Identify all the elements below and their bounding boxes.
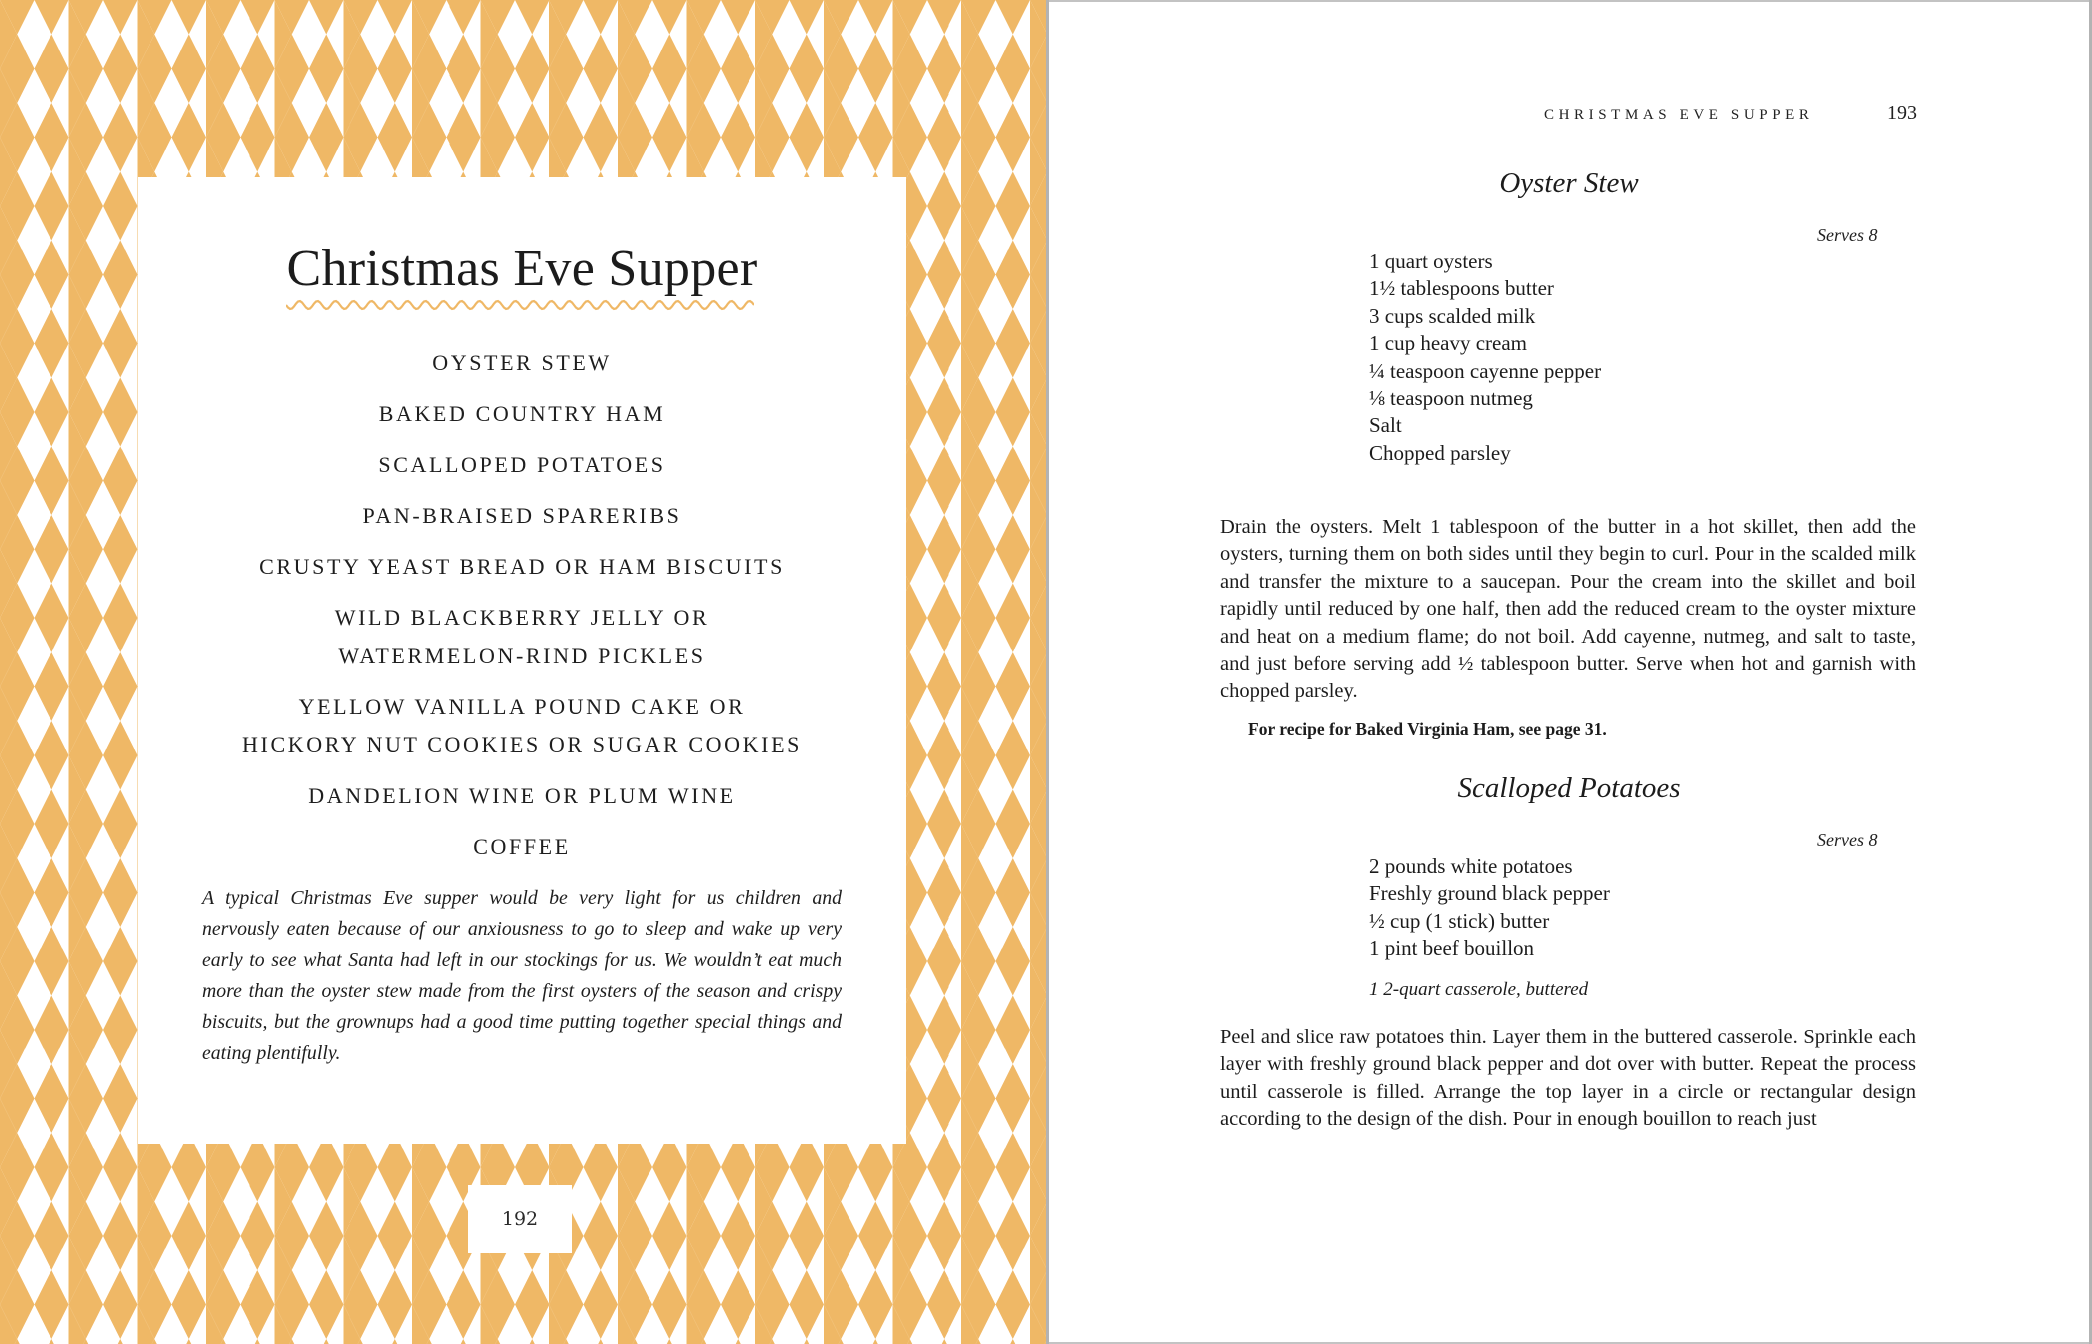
ingredient-item: 3 cups scalded milk: [1369, 303, 1536, 328]
menu-item: OYSTER STEW: [432, 350, 612, 375]
ingredient-item: Freshly ground black pepper: [1369, 881, 1610, 906]
ingredient-item: 1 pint beef bouillon: [1369, 936, 1535, 961]
ingredient-list-oyster-stew: [1369, 248, 1601, 467]
menu-item: SCALLOPED POTATOES: [378, 452, 666, 477]
menu-item: WILD BLACKBERRY JELLY OR: [334, 605, 710, 630]
serves-label: Serves 8: [1817, 830, 1878, 850]
menu-item: HICKORY NUT COOKIES OR SUGAR COOKIES: [242, 732, 802, 757]
ingredient-item: ⅛ teaspoon nutmeg: [1369, 386, 1533, 411]
ingredient-item: 1 quart oysters: [1369, 249, 1493, 273]
ingredient-item: ¼ teaspoon cayenne pepper: [1369, 358, 1602, 383]
ingredient-item: Chopped parsley: [1369, 440, 1511, 465]
ingredient-list-scalloped-potatoes: [1369, 853, 1610, 963]
cross-reference-note: For recipe for Baked Virginia Ham, see page 31.: [1248, 719, 1607, 739]
equipment-note: 1 2-quart casserole, buttered: [1369, 979, 1589, 1000]
menu-item: DANDELION WINE OR PLUM WINE: [308, 783, 736, 808]
menu-item: WATERMELON-RIND PICKLES: [338, 643, 706, 668]
menu-item: BAKED COUNTRY HAM: [378, 401, 666, 426]
menu-item: CRUSTY YEAST BREAD OR HAM BISCUITS: [259, 554, 785, 579]
serves-label: Serves 8: [1817, 225, 1878, 245]
method-scalloped-potatoes: Peel and slice raw potatoes thin. Layer them in the buttered casserole. Sprinkle each layer with freshly ground black pepper and dot over with butter. Repeat the process until casserole is filled. Arrange the top layer in a circle or rectangular design according to the design of the dish. Pour in enough bouillon to reach just: [1220, 1026, 1916, 1131]
menu-item: YELLOW VANILLA POUND CAKE OR: [298, 694, 746, 719]
ingredient-item: 1 cup heavy cream: [1369, 331, 1528, 356]
menu-item: COFFEE: [473, 834, 571, 859]
method-oyster-stew: Drain the oysters. Melt 1 tablespoon of the butter in a hot skillet, then add the oysters, turning them on both sides until they begin to curl. Pour in the scalded milk and transfer the mixture to a saucepan. Pour the cream into the skillet and boil rapidly until reduced by one half, then add the reduced cream to the oyster mixture and heat on a medium flame; do not boil. Add cayenne, nutmeg, and salt to taste, and just before serving add ½ tablespoon butter. Serve when hot and garnish with chopped parsley.: [1220, 516, 1916, 703]
menu-title: Christmas Eve Supper: [286, 240, 758, 297]
menu-item: PAN-BRAISED SPARERIBS: [362, 503, 682, 528]
ingredient-item: 1½ tablespoons butter: [1369, 276, 1554, 301]
ingredient-item: 2 pounds white potatoes: [1369, 854, 1573, 878]
recipe-title-oyster-stew: Oyster Stew: [1499, 167, 1639, 199]
recipe-title-scalloped-potatoes: Scalloped Potatoes: [1457, 772, 1681, 804]
page-number-right: 193: [1887, 102, 1917, 124]
wavy-underline: [286, 298, 754, 312]
right-page: [1049, 2, 2089, 1342]
page-number-left: 192: [468, 1185, 572, 1253]
menu-panel: [138, 177, 906, 1144]
intro-paragraph: A typical Christmas Eve supper would be very light for us children and nervously eaten because of our anxiousness to go to sleep and wake up very early to see what Santa had left in our stockings for us. We wouldn’t eat much more than the oyster stew made from the first oysters of the season and crispy biscuits, but the grownups had a good time putting together special things and eating plentifully.: [202, 887, 842, 1064]
ingredient-item: Salt: [1369, 413, 1402, 438]
running-head: CHRISTMAS EVE SUPPER: [1544, 107, 1814, 123]
ingredient-item: ½ cup (1 stick) butter: [1369, 908, 1550, 933]
menu-list: [138, 344, 906, 879]
